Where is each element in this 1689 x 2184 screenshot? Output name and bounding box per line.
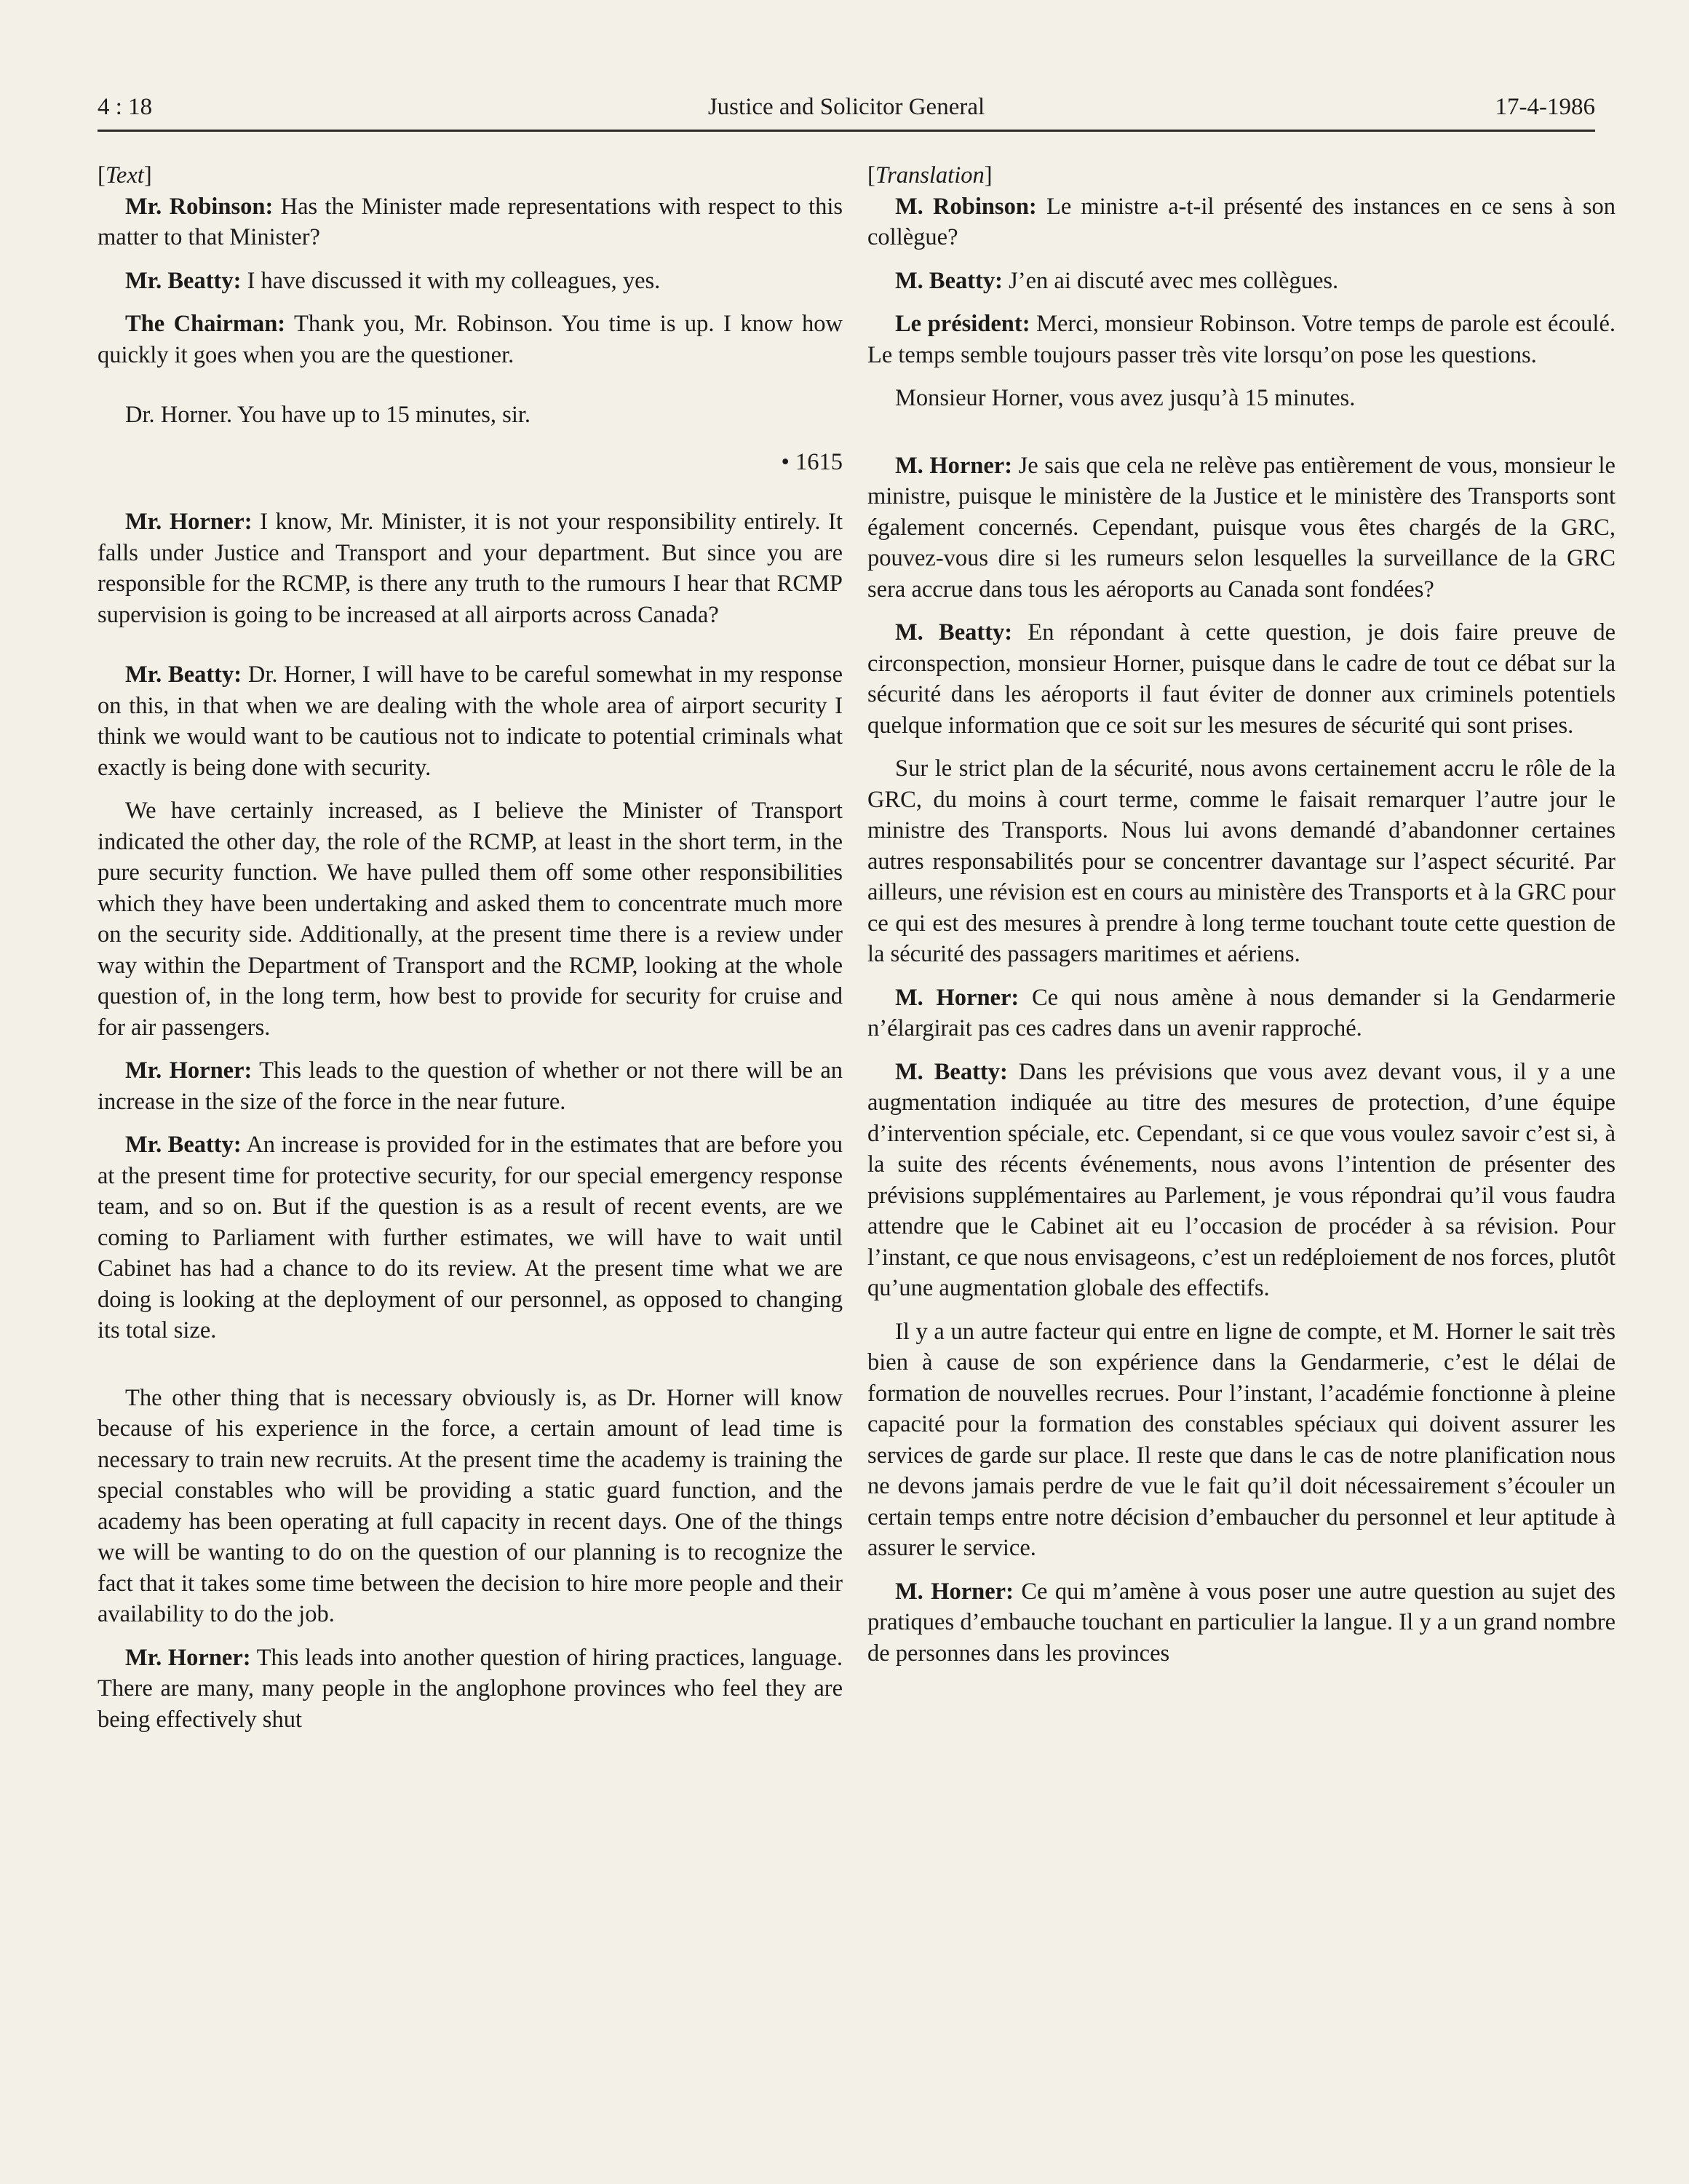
speaker-name: Mr. Beatty: xyxy=(125,1132,242,1158)
transcript-paragraph xyxy=(98,795,843,1043)
speech-text: An increase is provided for in the estimates that are before you at the present time for protective security, for our special emergency response team, and so on. But if the question is as a result of recent events, are we coming to Parliament with further estimates, we will have to wait until Cabinet has had a chance to do its review. At the present time what we are doing is looking at the deployment of our personnel, as opposed to changing its total size. xyxy=(98,1132,843,1343)
speaker-name: Mr. Robinson: xyxy=(125,193,274,220)
speaker-name: M. Horner: xyxy=(895,452,1013,479)
speaker-name: Mr. Beatty: xyxy=(125,267,242,294)
transcript-paragraph xyxy=(98,507,843,630)
running-title: Justice and Solicitor General xyxy=(707,94,985,120)
section-marker: [Text] xyxy=(98,162,152,188)
transcript-paragraph xyxy=(867,753,1616,970)
speech-text: En répondant à cette question, je dois faire preuve de circonspection, monsieur Horner, puisque dans le cadre de tout ce débat sur la sécurité dans les aéroports il faut éviter de donner aux criminels potentiels quelque information que ce soit sur les mesures de sécurité qui sont prises. xyxy=(867,619,1616,739)
speaker-name: M. Beatty: xyxy=(895,267,1003,294)
speech-text: Has the Minister made representations with respect to this matter to that Minister? xyxy=(98,193,843,250)
speech-text: Dr. Horner. You have up to 15 minutes, sir. xyxy=(125,402,531,428)
speaker-name: M. Beatty: xyxy=(895,619,1013,646)
section-marker-label: Text xyxy=(105,162,144,188)
transcript-paragraph xyxy=(867,1317,1616,1564)
speech-text: Thank you, Mr. Robinson. You time is up. I know how quickly it goes when you are the questioner. xyxy=(98,311,843,368)
transcript-paragraph xyxy=(867,309,1616,370)
speech-text: Monsieur Horner, vous avez jusqu’à 15 minutes. xyxy=(895,385,1356,411)
transcript-paragraph xyxy=(98,659,843,783)
transcript-paragraph xyxy=(98,1643,843,1736)
speech-text: We have certainly increased, as I believe the Minister of Transport indicated the other day, the role of the RCMP, at least in the short term, in the pure security function. We have pulled them off some other responsibilities which they have been undertaking and asked them to concentrate much more on the security side. Additionally, at the present time there is a review under way within the Department of Transport and the RCMP, looking at the whole question of, in the long term, how best to provide for security for cruise and for air passengers. xyxy=(98,798,843,1041)
speech-text: This leads into another question of hiring practices, language. There are many, many people in the anglophone provinces who feel they are being effectively shut xyxy=(98,1644,843,1733)
speaker-name: Mr. Beatty: xyxy=(125,662,242,688)
speech-text: Il y a un autre facteur qui entre en ligne de compte, et M. Horner le sait très bien à cause de son expérience dans la Gendarmerie, c’est le délai de formation de nouvelles recrues. Pour l’instant, l’académie fonctionne à pleine capacité pour la formation des constables spéciaux qui doivent assurer les services de garde sur place. Il reste que dans le cas de notre planification nous ne devons jamais perdre de vue le fait qu’il doit nécessairement s’écouler un certain temps entre notre décision d’embaucher du personnel et leur aptitude à assurer le service. xyxy=(867,1318,1616,1561)
speech-text: This leads to the question of whether or not there will be an increase in the size of the force in the near future. xyxy=(98,1057,843,1115)
transcript-paragraph xyxy=(867,266,1616,297)
speaker-name: M. Beatty: xyxy=(895,1058,1008,1085)
transcript-paragraph xyxy=(98,400,843,431)
speech-text: J’en ai discuté avec mes collègues. xyxy=(1003,267,1339,294)
transcript-paragraph xyxy=(98,1129,843,1346)
french-column xyxy=(867,160,1616,1669)
transcript-paragraph xyxy=(867,617,1616,741)
speech-text: Le ministre a-t-il présenté des instances en ce sens à son collègue? xyxy=(867,193,1616,250)
speech-text: Ce qui m’amène à vous poser une autre question au sujet des pratiques d’embauche touchant en particulier la langue. Il y a un grand nombre de personnes dans les provinces xyxy=(867,1578,1616,1667)
speaker-name: M. Robinson: xyxy=(895,193,1037,220)
transcript-paragraph xyxy=(98,191,843,253)
transcript-paragraph xyxy=(98,266,843,297)
section-marker-label: Translation xyxy=(875,162,985,188)
transcript-paragraph xyxy=(98,1055,843,1117)
transcript-paragraph xyxy=(98,1383,843,1630)
transcript-paragraph xyxy=(867,191,1616,253)
speech-text: Je sais que cela ne relève pas entièrement de vous, monsieur le ministre, puisque le ministère de la Justice et le ministère des Transports sont également concernés. Cependant, puisque vous êtes chargés de la GRC, pouvez-vous dire si les rumeurs selon lesquelles la surveillance de la GRC sera accrue dans tous les aéroports au Canada sont fondées? xyxy=(867,452,1616,603)
transcript-paragraph xyxy=(98,309,843,370)
speaker-name: Mr. Horner: xyxy=(125,509,253,535)
speaker-name: M. Horner: xyxy=(895,984,1020,1011)
speech-text: Dans les prévisions que vous avez devant vous, il y a une augmentation indiquée au titre des mesures de protection, d’une équipe d’intervention spéciale, etc. Cependant, si ce que vous voulez savoir c’est si, à la suite des récents événements, nous avons l’intention de présenter des prévisions supplémentaires au Parlement, je vous répondrai qu’il vous faudra attendre que le Cabinet ait eu l’occasion de procéder à sa révision. Pour l’instant, ce que nous envisageons, c’est un redéploiement de nos forces, plutôt qu’une augmentation globale des effectifs. xyxy=(867,1058,1616,1301)
speech-text: Dr. Horner, I will have to be careful somewhat in my response on this, in that when we are dealing with the whole area of airport security I think we would want to be cautious not to indicate to potential criminals what exactly is being done with security. xyxy=(98,662,843,781)
header-date: 17-4-1986 xyxy=(1495,94,1595,120)
speaker-name: The Chairman: xyxy=(125,311,286,337)
page-header xyxy=(98,86,1595,132)
speech-text: Merci, monsieur Robinson. Votre temps de parole est écoulé. Le temps semble toujours passer très vite lorsqu’on pose les questions. xyxy=(867,311,1616,368)
speech-text: Ce qui nous amène à nous demander si la Gendarmerie n’élargirait pas ces cadres dans un avenir rapproché. xyxy=(867,984,1616,1041)
speech-text: I know, Mr. Minister, it is not your responsibility entirely. It falls under Justice and Transport and your department. But since you are responsible for the RCMP, is there any truth to the rumours I hear that RCMP supervision is going to be increased at all airports across Canada? xyxy=(98,509,843,628)
transcript-paragraph xyxy=(867,1576,1616,1669)
transcript-paragraph xyxy=(867,1057,1616,1304)
speech-text: The other thing that is necessary obviously is, as Dr. Horner will know because of his experience in the force, a certain amount of lead time is necessary to train new recruits. At the present time the academy is training the special constables who will be providing a static guard function, and the academy has been operating at full capacity in recent days. One of the things we will be wanting to do on the question of our planning is to recognize the fact that it takes some time between the decision to hire more people and their availability to do the job. xyxy=(98,1384,843,1627)
speech-text: Sur le strict plan de la sécurité, nous avons certainement accru le rôle de la GRC, du moins à court terme, comme le faisait remarquer l’autre jour le ministre des Transports. Nous lui avons demandé d’abandonner certaines autres responsabilités pour se concentrer davantage sur l’aspect sécurité. Par ailleurs, une révision est en cours au ministère des Transports et à la GRC pour ce qui est des mesures à prendre à long terme touchant toute cette question de la sécurité des passagers maritimes et aériens. xyxy=(867,755,1616,967)
speech-text: I have discussed it with my colleagues, yes. xyxy=(241,267,661,294)
transcript-paragraph xyxy=(867,982,1616,1044)
timestamp: • 1615 xyxy=(781,448,843,475)
speaker-name: Mr. Horner: xyxy=(125,1057,253,1084)
speaker-name: Le président: xyxy=(895,311,1030,337)
transcript-paragraph xyxy=(867,450,1616,605)
section-marker: [Translation] xyxy=(867,162,993,188)
english-column xyxy=(98,160,843,1735)
transcript-paragraph xyxy=(867,383,1616,414)
page-number: 4 : 18 xyxy=(98,94,153,120)
speaker-name: M. Horner: xyxy=(895,1578,1014,1605)
speaker-name: Mr. Horner: xyxy=(125,1644,251,1671)
